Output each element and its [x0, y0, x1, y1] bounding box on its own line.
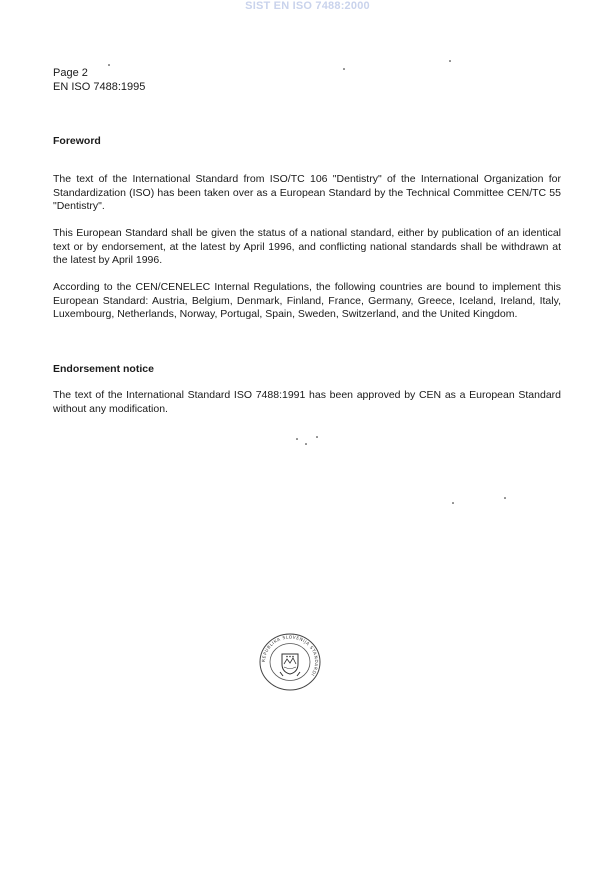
- standard-id: EN ISO 7488:1995: [53, 81, 146, 93]
- watermark: SIST EN ISO 7488:2000: [245, 0, 370, 12]
- scan-speck: [316, 436, 318, 438]
- scan-speck: [343, 68, 345, 70]
- scan-speck: [504, 497, 506, 499]
- scan-speck: [452, 502, 454, 504]
- official-stamp: [258, 632, 322, 692]
- foreword-paragraph: According to the CEN/CENELEC Internal Regulations, the following countries are bound to implement this European Standard: Austria, Belgium, Denmark, Finland, France, Germany, Greece, Iceland, Ireland, Italy, Luxembourg, Netherlands, Norway, Portugal, Spain, Sweden, Switzerland, and the United Kingdom.: [53, 281, 561, 321]
- scan-speck: [296, 438, 298, 440]
- page-number: Page 2: [53, 67, 88, 79]
- foreword-paragraph: The text of the International Standard from ISO/TC 106 "Dentistry" of the International Organization for Standardization (ISO) has been taken over as a European Standard by the Technical Committee CEN/TC 55 "Dentistry".: [53, 173, 561, 213]
- scan-speck: [108, 64, 110, 66]
- foreword-paragraph: This European Standard shall be given the status of a national standard, either by publication of an identical text or by endorsement, at the latest by April 1996, and conflicting national standards shall be withdrawn at the latest by April 1996.: [53, 227, 561, 267]
- scan-speck: [305, 443, 307, 445]
- endorsement-heading: Endorsement notice: [53, 363, 154, 375]
- page-header: [53, 66, 145, 94]
- seal-ring-text: REPUBLIKA SLOVENIJA STANDARDI: [260, 634, 320, 678]
- endorsement-paragraph: The text of the International Standard ISO 7488:1991 has been approved by CEN as a European Standard without any modification.: [53, 389, 561, 415]
- foreword-heading: Foreword: [53, 135, 101, 147]
- scan-speck: [449, 60, 451, 62]
